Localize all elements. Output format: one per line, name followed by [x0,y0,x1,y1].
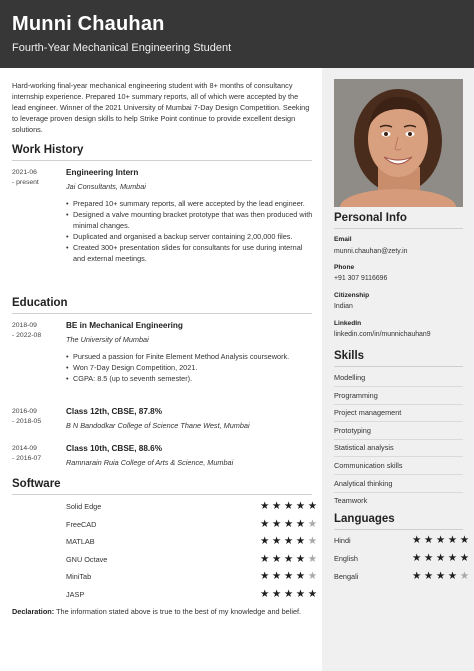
skill-divider [334,386,463,387]
star-icon: ★ [295,552,306,565]
entry-title: Engineering Intern [66,168,139,177]
star-icon: ★ [412,552,422,564]
linkedin-value[interactable]: linkedin.com/in/munnichauhan9 [334,331,431,338]
list-item: • CGPA: 8.5 (up to seventh semester). [73,373,313,384]
star-icon: ★ [435,552,446,564]
software-row [12,500,318,514]
entry-organization: Jai Consultants, Mumbai [66,182,146,191]
declaration-label: Declaration: [12,607,55,616]
rating-stars [260,571,317,581]
software-row [12,570,318,584]
language-name: English [334,554,358,563]
star-icon: ★ [307,552,318,565]
software-name: Solid Edge [66,502,102,511]
star-icon: ★ [295,535,306,548]
rating-stars [260,536,317,546]
declaration-text: The information stated above is true to the best of my knowledge and belief. [54,607,302,616]
list-item: • Duplicated and organised a backup server containing 2,00,000 files. [73,231,313,242]
star-icon: ★ [271,588,282,600]
section-divider [12,494,312,495]
software-row [12,535,318,549]
software-name: GNU Octave [66,554,108,564]
star-icon: ★ [283,570,294,583]
list-item: • Pursued a passion for Finite Element Method Analysis coursework. [73,351,313,362]
star-icon: ★ [307,535,318,548]
star-icon: ★ [423,570,434,582]
phone-label: Phone [334,264,355,271]
rating-stars [260,501,317,511]
skill-divider [334,474,463,475]
email-label: Email [334,236,352,243]
star-icon: ★ [283,588,294,600]
star-icon: ★ [307,570,318,583]
software-name: FreeCAD [66,519,97,529]
skill-item: Communication skills [334,461,403,470]
skill-item: Analytical thinking [334,478,393,488]
rating-stars [260,554,317,564]
citizenship-value: Indian [334,303,353,310]
star-icon: ★ [435,570,446,582]
portrait-image [334,79,463,207]
software-name: JASP [66,590,85,599]
star-icon: ★ [447,570,458,582]
resume-header [0,0,474,68]
skill-item: Teamwork [334,496,368,506]
profile-photo [334,79,463,207]
software-title: Software [12,478,61,490]
candidate-role: Fourth-Year Mechanical Engineering Student [12,42,232,54]
list-item: • Designed a valve mounting bracket prototype that was then produced with minimal changes. [73,209,313,231]
section-divider [334,529,463,530]
language-name: Hindi [334,536,351,545]
star-icon: ★ [295,588,306,600]
star-icon: ★ [283,552,294,565]
star-icon: ★ [412,570,422,582]
section-divider [12,313,312,314]
rating-stars [260,519,317,529]
star-icon: ★ [260,552,270,565]
skill-divider [334,404,463,405]
skills-title: Skills [334,350,365,362]
star-icon: ★ [435,534,446,546]
entry-title: BE in Mechanical Engineering [66,321,183,330]
main-column [0,68,322,671]
phone-value: +91 307 9116696 [334,275,388,282]
personal-info-title: Personal Info [334,212,407,224]
skill-item: Project management [334,408,402,418]
star-icon: ★ [307,588,318,600]
entry-organization: Ramnarain Ruia College of Arts & Science, Mumbai [66,458,234,467]
entry-title: Class 12th, CBSE, 87.8% [66,407,163,416]
entry-bullets [73,198,313,265]
linkedin-label: LinkedIn [334,320,362,327]
citizenship-label: Citizenship [334,292,370,299]
star-icon: ★ [459,552,470,564]
star-icon: ★ [307,517,318,530]
language-row [334,570,470,584]
entry-date: 2016-09 - 2018-05 [12,408,42,425]
education-title: Education [12,297,68,309]
candidate-name: Munni Chauhan [12,13,165,35]
entry-date: 2014-09 - 2016-07 [12,445,42,462]
skill-item: Modelling [334,373,366,382]
star-icon: ★ [271,552,282,565]
star-icon: ★ [423,534,434,546]
star-icon: ★ [260,500,270,512]
star-icon: ★ [260,517,270,530]
entry-organization: B N Bandodkar College of Science Thane West, Mumbai [66,421,250,430]
star-icon: ★ [447,552,458,564]
star-icon: ★ [459,570,470,582]
software-name: MATLAB [66,537,95,547]
entry-date: 2021-06 - present [12,169,39,186]
list-item: • Prepared 10+ summary reports, all were accepted by the lead engineer. [73,198,313,209]
star-icon: ★ [283,517,294,530]
star-icon: ★ [295,500,306,512]
rating-stars [412,535,469,545]
star-icon: ★ [260,535,270,548]
entry-organization: The University of Mumbai [66,335,149,344]
star-icon: ★ [423,552,434,564]
star-icon: ★ [459,534,470,546]
languages-title: Languages [334,513,395,525]
list-item: • Won 7-Day Design Competition, 2021. [73,362,313,373]
work-history-title: Work History [12,144,84,156]
list-item: • Created 300+ presentation slides for consultants for use during internal and external meetings. [73,242,313,264]
software-row [12,517,318,532]
section-divider [334,228,463,229]
software-row [12,552,318,567]
email-value[interactable]: munni.chauhan@zety.in [334,248,408,255]
language-row [334,534,470,548]
skill-item: Prototyping [334,425,371,435]
software-name: MiniTab [66,572,92,582]
star-icon: ★ [412,534,422,546]
section-divider [12,160,312,161]
skill-divider [334,439,463,440]
rating-stars [260,589,317,599]
star-icon: ★ [271,570,282,583]
skill-divider [334,492,463,493]
star-icon: ★ [295,570,306,583]
skill-divider [334,421,463,422]
star-icon: ★ [283,535,294,548]
rating-stars [412,571,469,581]
profile-summary: Hard-working final-year mechanical engineering student with 8+ months of consultancy internship experience. Prepared 10+ summary reports, all of which were accepted by the lead engineer. Winner of the 2021 University of Mumbai 7-Day Design Competition. Seeking to leverage proven design skills to help Strike Point continue to provide excellent design solutions. [12,81,310,135]
rating-stars [412,553,469,563]
entry-date: 2018-09 - 2022-08 [12,322,42,339]
star-icon: ★ [307,500,318,512]
star-icon: ★ [295,517,306,530]
skill-divider [334,456,463,457]
star-icon: ★ [271,535,282,548]
sidebar [322,68,474,671]
star-icon: ★ [283,500,294,512]
entry-title: Class 10th, CBSE, 88.6% [66,444,163,453]
star-icon: ★ [271,500,282,512]
section-divider [334,366,463,367]
star-icon: ★ [447,534,458,546]
star-icon: ★ [260,570,270,583]
declaration [12,606,312,617]
skill-item: Statistical analysis [334,443,394,453]
skill-item: Programming [334,390,378,400]
star-icon: ★ [271,517,282,530]
software-row [12,588,318,602]
language-row [334,552,470,566]
star-icon: ★ [260,588,270,600]
entry-bullets [73,351,313,384]
language-name: Bengali [334,572,359,581]
